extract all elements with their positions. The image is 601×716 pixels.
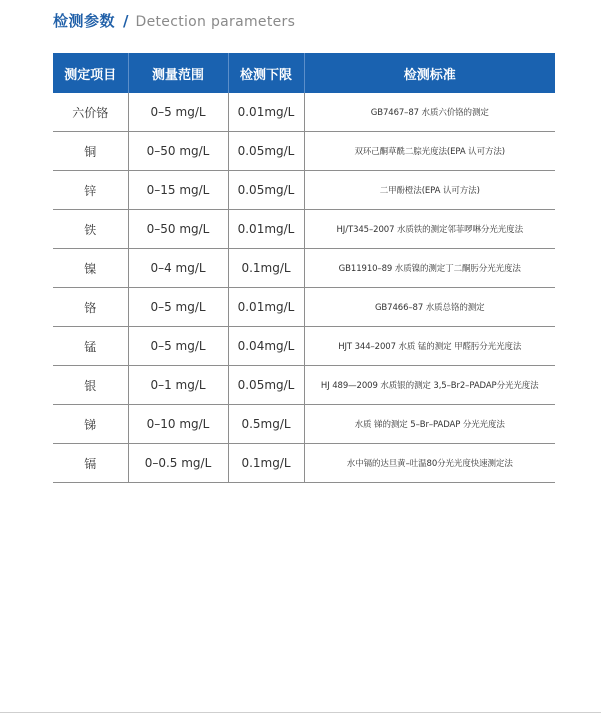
cell-item: 银 [53,366,128,405]
cell-standard: GB7467–87 水质六价铬的测定 [304,93,555,132]
section-title [53,10,295,30]
table-row [53,327,555,366]
cell-range: 0–1 mg/L [128,366,228,405]
table-row [53,405,555,444]
header-detection-limit: 检测下限 [228,53,304,93]
header-range: 测量范围 [128,53,228,93]
cell-standard: GB7466–87 水质总铬的测定 [304,288,555,327]
cell-item: 铬 [53,288,128,327]
cell-item: 六价铬 [53,93,128,132]
cell-range: 0–5 mg/L [128,327,228,366]
cell-item: 锑 [53,405,128,444]
cell-limit: 0.05mg/L [228,366,304,405]
table-row [53,210,555,249]
cell-limit: 0.5mg/L [228,405,304,444]
cell-limit: 0.01mg/L [228,288,304,327]
cell-range: 0–50 mg/L [128,132,228,171]
title-separator: / [123,12,129,30]
footer-divider [0,712,601,713]
cell-item: 镍 [53,249,128,288]
cell-range: 0–50 mg/L [128,210,228,249]
cell-range: 0–4 mg/L [128,249,228,288]
title-english: Detection parameters [135,14,296,30]
cell-standard: 二甲酚橙法(EPA 认可方法) [304,171,555,210]
cell-standard: 双环己酮草酰二腙光度法(EPA 认可方法) [304,132,555,171]
cell-standard: 水中镉的达旦黄–吐温80分光光度快速测定法 [304,444,555,483]
cell-standard: HJT 344–2007 水质 锰的测定 甲醛肟分光光度法 [304,327,555,366]
cell-range: 0–0.5 mg/L [128,444,228,483]
cell-item: 镉 [53,444,128,483]
header-item: 测定项目 [53,53,128,93]
cell-limit: 0.01mg/L [228,93,304,132]
cell-item: 铜 [53,132,128,171]
cell-limit: 0.01mg/L [228,210,304,249]
cell-standard: HJ/T345–2007 水质铁的测定邻菲啰啉分光光度法 [304,210,555,249]
cell-standard: HJ 489—2009 水质银的测定 3,5–Br2–PADAP分光光度法 [304,366,555,405]
table-row [53,93,555,132]
cell-range: 0–5 mg/L [128,288,228,327]
table-header-row [53,53,555,93]
detection-parameters-table [53,53,555,483]
cell-range: 0–15 mg/L [128,171,228,210]
title-chinese: 检测参数 [53,12,116,30]
cell-range: 0–5 mg/L [128,93,228,132]
cell-standard: 水质 锑的测定 5–Br–PADAP 分光光度法 [304,405,555,444]
cell-item: 铁 [53,210,128,249]
table-row [53,288,555,327]
table-row [53,366,555,405]
cell-range: 0–10 mg/L [128,405,228,444]
table-row [53,249,555,288]
cell-limit: 0.05mg/L [228,171,304,210]
cell-item: 锰 [53,327,128,366]
cell-standard: GB11910–89 水质镍的测定丁二酮肟分光光度法 [304,249,555,288]
cell-limit: 0.1mg/L [228,444,304,483]
cell-limit: 0.1mg/L [228,249,304,288]
cell-limit: 0.04mg/L [228,327,304,366]
cell-limit: 0.05mg/L [228,132,304,171]
cell-item: 锌 [53,171,128,210]
table-row [53,171,555,210]
table-row [53,444,555,483]
header-standard: 检测标准 [304,53,555,93]
table-row [53,132,555,171]
